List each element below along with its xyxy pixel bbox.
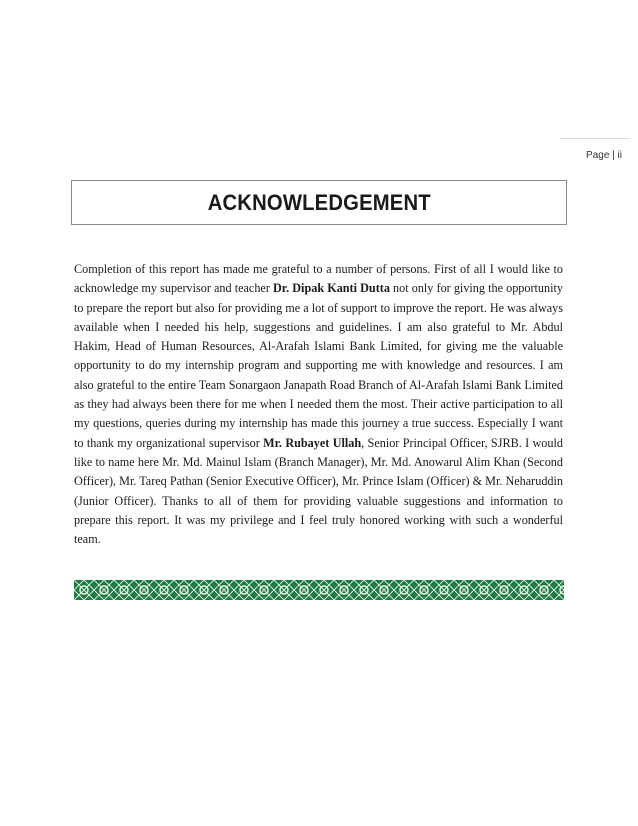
paragraph-text-1: Completion of this report has made me grateful to a number of persons. First of all I would like to acknowledge my supervisor and teacher (74, 262, 563, 296)
page-title: ACKNOWLEDGEMENT (207, 189, 431, 215)
supervisor-name: Dr. Dipak Kanti Dutta (273, 281, 390, 296)
paragraph-text-2: not only for giving the opportunity to prepare the report but also for providing me a lot of support to improve the report. He was always available when I needed his help, suggestions and guidelines. I am also grateful to Mr. Abdul Hakim, Head of Human Resources, Al-Arafah Islami Bank Limited, for giving me the valuable opportunity to do my internship program and supporting me with knowledge and resources. I am also grateful to the entire Team Sonargaon Janapath Road Branch of Al-Arafah Islami Bank Limited as they had always been there for me when I needed them the most. Their active participation to all my questions, queries during my internship has made this journey a true success. Especially I want to thank my organizational supervisor (74, 281, 563, 450)
decorative-border-ornament (74, 580, 564, 600)
header-rule (560, 138, 630, 139)
org-supervisor-name: Mr. Rubayet Ullah (263, 435, 362, 450)
title-box (71, 180, 567, 225)
paragraph-text-3: , Senior Principal Officer, SJRB. I would like to name here Mr. Md. Mainul Islam (Branch Manager), Mr. Md. Anowarul Alim Khan (Second Officer), Mr. Tareq Pathan (Senior Executive Officer), Mr. Prince Islam (Officer) & Mr. Neharuddin (Junior Officer). Thanks to all of them for providing valuable suggestions and information to prepare this report. It was my privilege and I feel truly honored working with such a wonderful team. (74, 435, 563, 547)
acknowledgement-paragraph (74, 260, 563, 549)
page-number: Page | ii (586, 150, 622, 161)
